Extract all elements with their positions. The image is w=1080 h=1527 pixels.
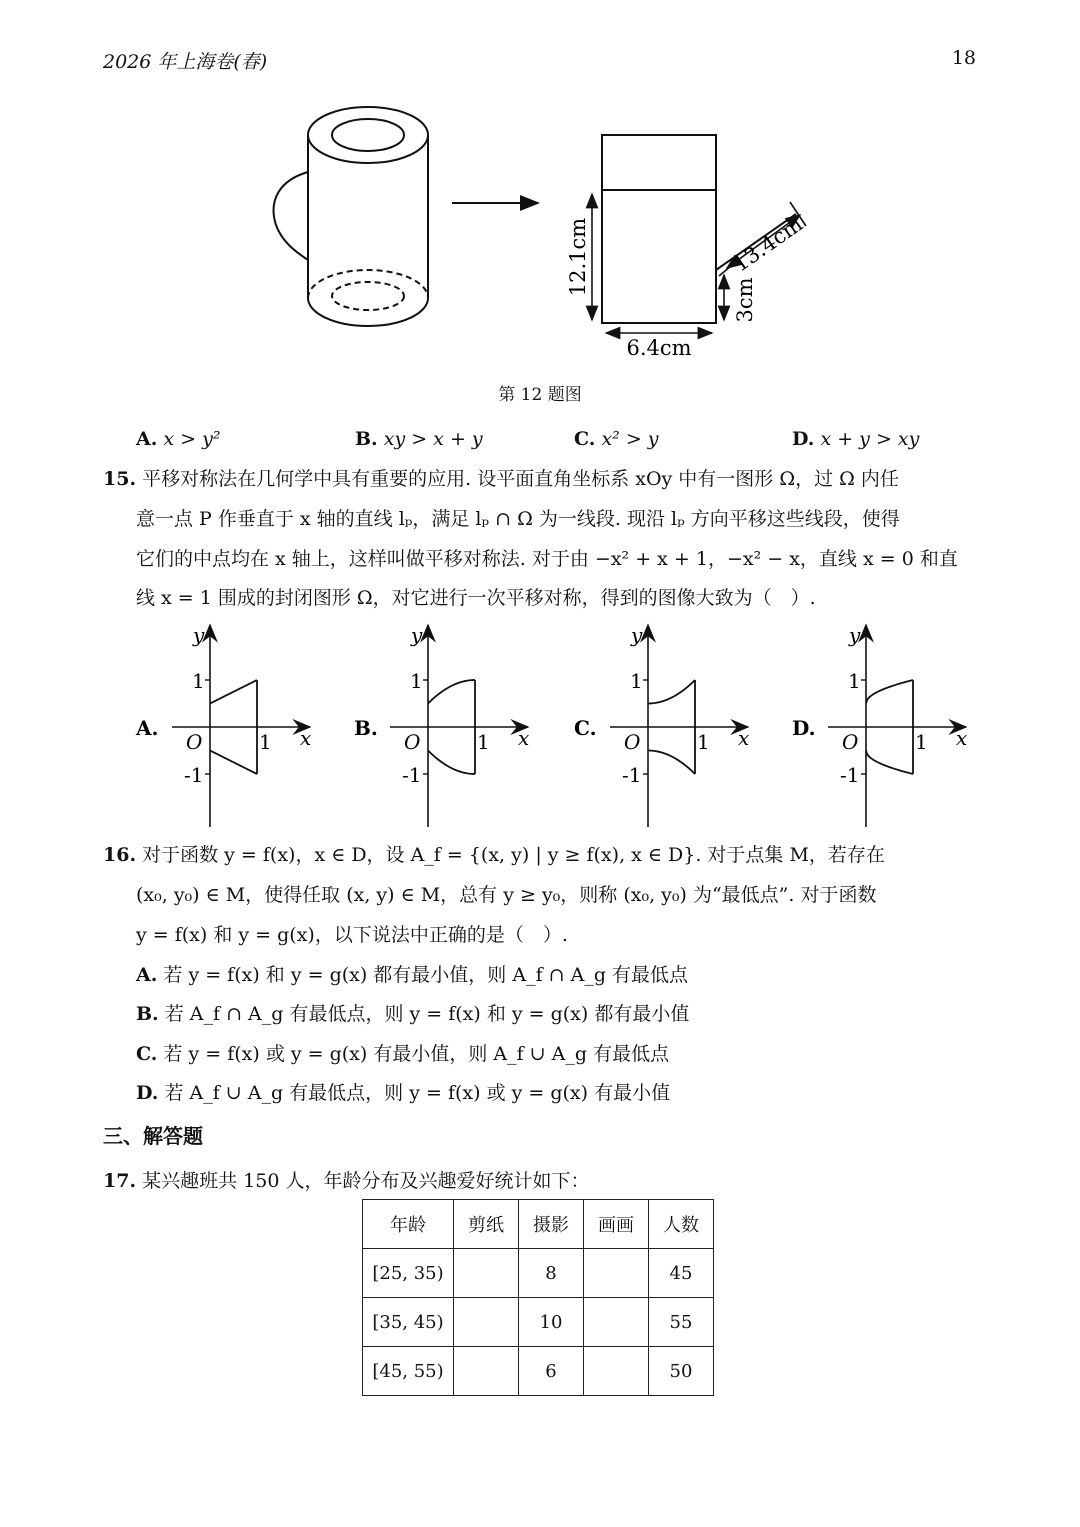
q15-graphs: [0, 618, 1080, 834]
q17-line: 17. 某兴趣班共 150 人，年龄分布及兴趣爱好统计如下：: [103, 1170, 590, 1192]
table-cell: [45, 55): [363, 1347, 454, 1396]
table-cell: [584, 1249, 649, 1298]
page-number: 18: [951, 47, 976, 69]
x-tick-label-1: 1: [915, 730, 928, 754]
table-header-row: [363, 1200, 714, 1249]
x-label: x: [956, 726, 968, 750]
table-cell: [454, 1347, 519, 1396]
table-header: 年龄: [363, 1200, 454, 1249]
q14-option-a[interactable]: A. x > y²: [136, 428, 221, 450]
net-drawing: [602, 135, 796, 323]
tick-label-1: 1: [630, 669, 643, 693]
dim-offset: 3cm: [733, 277, 757, 323]
origin-label: O: [186, 730, 203, 754]
option-letter: D.: [792, 716, 816, 740]
q16-line-1: 16. 对于函数 y = f(x)，x ∈ D，设 A_f = {(x, y) | y ≥ f(x), x ∈ D}. 对于点集 M，若存在: [103, 844, 885, 866]
lower-curve: [866, 751, 913, 775]
dim-height: 12.1cm: [566, 217, 590, 297]
table-header: 摄影: [519, 1200, 584, 1249]
q16-option-d[interactable]: D. 若 A_f ∪ A_g 有最低点，则 y = f(x) 或 y = g(x) 有最小值: [136, 1082, 671, 1104]
upper-curve: [866, 680, 913, 704]
graph-option-b: [354, 623, 529, 827]
mug-drawing: [274, 107, 428, 326]
x-label: x: [738, 726, 750, 750]
table-row: [363, 1249, 714, 1298]
option-letter: A.: [136, 716, 159, 740]
origin-label: O: [624, 730, 641, 754]
tick-label-neg1: -1: [622, 763, 642, 787]
q16-line-2: (x₀, y₀) ∈ M，使得任取 (x, y) ∈ M，总有 y ≥ y₀，则称 (x₀, y₀) 为“最低点”. 对于函数: [136, 884, 877, 906]
q14-option-b[interactable]: B. xy > x + y: [355, 428, 483, 450]
table-cell: [454, 1249, 519, 1298]
x-tick-label-1: 1: [697, 730, 710, 754]
option-letter: B.: [354, 716, 378, 740]
q16-option-c[interactable]: C. 若 y = f(x) 或 y = g(x) 有最小值，则 A_f ∪ A_g 有最低点: [136, 1043, 670, 1065]
y-label: y: [193, 623, 205, 647]
table-cell: [25, 35): [363, 1249, 454, 1298]
lower-curve: [210, 751, 257, 775]
table-cell: [584, 1347, 649, 1396]
graph-option-a: [135, 623, 311, 827]
figure-12: [0, 95, 1080, 375]
upper-curve: [210, 680, 257, 704]
tick-label-neg1: -1: [402, 763, 422, 787]
x-tick-label-1: 1: [259, 730, 272, 754]
table-cell: 6: [519, 1347, 584, 1396]
x-tick-label-1: 1: [477, 730, 490, 754]
origin-label: O: [842, 730, 859, 754]
q16-option-a[interactable]: A. 若 y = f(x) 和 y = g(x) 都有最小值，则 A_f ∩ A_g 有最低点: [136, 964, 689, 986]
section-heading: 三、解答题: [103, 1124, 203, 1148]
table-cell: 45: [649, 1249, 714, 1298]
tick-label-1: 1: [192, 669, 205, 693]
y-label: y: [411, 623, 423, 647]
tick-label-neg1: -1: [840, 763, 860, 787]
table-cell: [584, 1298, 649, 1347]
q15-line-1: 15. 平移对称法在几何学中具有重要的应用. 设平面直角坐标系 xOy 中有一图形 Ω，过 Ω 内任: [103, 468, 899, 490]
lower-curve: [648, 751, 695, 775]
graph-option-d: [792, 623, 967, 827]
q16-line-3: y = f(x) 和 y = g(x)，以下说法中正确的是（ ）.: [136, 924, 568, 946]
y-label: y: [849, 623, 861, 647]
table-cell: 10: [519, 1298, 584, 1347]
graph-option-c: [574, 623, 749, 827]
lower-curve: [428, 751, 475, 775]
header-title: 2026 年上海卷(春): [103, 51, 268, 73]
tick-label-neg1: -1: [184, 763, 204, 787]
origin-label: O: [404, 730, 421, 754]
table-row: [363, 1347, 714, 1396]
table-cell: 50: [649, 1347, 714, 1396]
tick-label-1: 1: [848, 669, 861, 693]
upper-curve: [428, 680, 475, 704]
upper-curve: [648, 680, 695, 704]
table-cell: 8: [519, 1249, 584, 1298]
q14-option-d[interactable]: D. x + y > xy: [792, 428, 920, 450]
table-header: 剪纸: [454, 1200, 519, 1249]
table-cell: 55: [649, 1298, 714, 1347]
figure-caption: 第 12 题图: [498, 385, 582, 405]
stats-table: [362, 1199, 714, 1396]
table-row: [363, 1298, 714, 1347]
table-cell: [35, 45): [363, 1298, 454, 1347]
table-header: 画画: [584, 1200, 649, 1249]
q15-line-4: 线 x = 1 围成的封闭图形 Ω，对它进行一次平移对称，得到的图像大致为（ ）.: [136, 587, 816, 609]
tick-label-1: 1: [410, 669, 423, 693]
y-label: y: [631, 623, 643, 647]
q15-line-3: 它们的中点均在 x 轴上，这样叫做平移对称法. 对于由 −x² + x + 1，−x² − x，直线 x = 0 和直: [136, 548, 958, 570]
dim-handle: 13.4cm: [728, 211, 807, 277]
table-cell: [454, 1298, 519, 1347]
q16-option-b[interactable]: B. 若 A_f ∩ A_g 有最低点，则 y = f(x) 和 y = g(x) 都有最小值: [136, 1003, 690, 1025]
option-letter: C.: [574, 716, 597, 740]
q15-line-2: 意一点 P 作垂直于 x 轴的直线 lₚ，满足 lₚ ∩ Ω 为一线段. 现沿 lₚ 方向平移这些线段，使得: [136, 508, 900, 530]
q14-option-c[interactable]: C. x² > y: [574, 428, 659, 450]
table-header: 人数: [649, 1200, 714, 1249]
dim-width: 6.4cm: [626, 336, 692, 360]
x-label: x: [518, 726, 530, 750]
x-label: x: [300, 726, 312, 750]
